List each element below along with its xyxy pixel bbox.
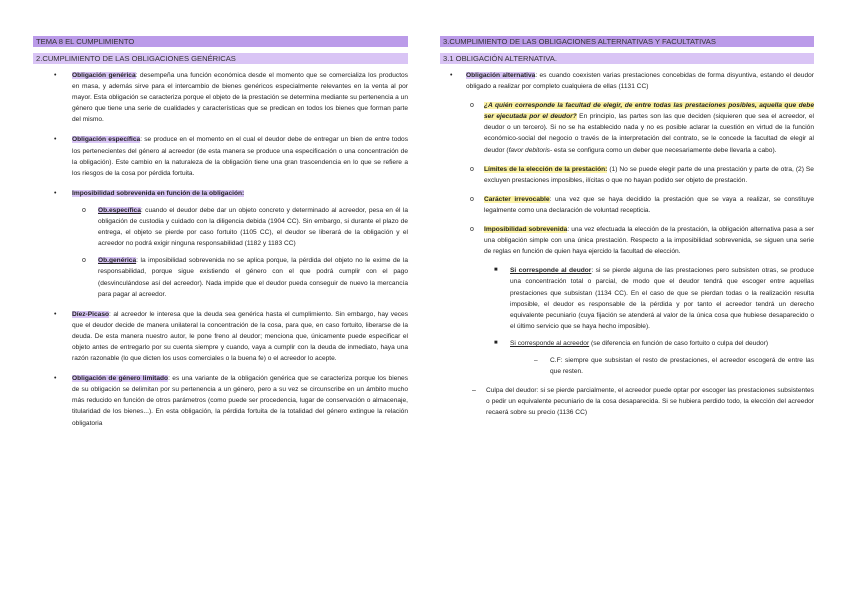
sub-item-eleccion [466,100,814,155]
square-bullet-icon: ■ [494,339,498,346]
term-imposibilidad: Imposibilidad sobrevenida en función de la obligación: [72,189,245,197]
term-obligacion-alternativa: Obligación alternativa [466,72,536,79]
item-text: : es una variante de la obligación genérica que se caracteriza porque los bienes de su obligación se delimitan por su pertenencia a un género, pero a su vez se circunscribe en un ámbito mucho más reducido en función de otros parámetros (como puede ser procedencia, lugar de conservación o almacenaje, titularidad de los bienes...). En esta obligación, la pérdida fortuita de la totalidad del género extingue la relación obligatoria [72,375,408,427]
circle-bullet-icon: o [470,102,474,110]
item-text: En principio, las partes son las que deciden (siquieren que sea el acreedor, el deudor o un tercero). Si no se ha establecido nada y no es posible aclarar la cuestión en virtud de la función económico-social del negocio o través de la interpretación del contrato, se le concede la facultad de elegir al deudor ( [484,113,815,154]
section-heading: 2.CUMPLIMIENTO DE LAS OBLIGACIONES GENÉRICAS [33,53,408,64]
culpa-text: Culpa del deudor: si se pierde parcialmente, el acreedor puede optar por escoger las prestaciones subsistentes o pedir un equivalente pecuniario de la cosa desaparecida. Si se hubiera perdido todo, la elección del acreedor recaerá sobre su precio (1136 CC) [486,387,814,417]
cf-text: C.F: siempre que subsistan el resto de prestaciones, el acreedor escogerá de entre las que resten. [550,356,814,376]
bullet-icon: • [54,136,57,144]
sub-item-ob-generica [72,255,408,299]
sub-sub-item-deudor [484,265,814,332]
topic-title: TEMA 8 EL CUMPLIMIENTO [33,36,408,47]
term-ob-especifica: Ob.específica [98,206,141,214]
item-text: : una vez que se haya decidido la prestación que se vaya a realizar, se constituye legalmente como una declaración de voluntad recepticia. [484,195,814,214]
question-highlight: ¿A quién corresponde la facultad de elegir, de entre todas las prestaciones posibles, aquella que debe ser ejecutada por el deudor? [484,102,814,121]
item-text: (se diferencia en función de caso fortuito o culpa del deudor) [589,339,769,347]
list-item-alternativa [440,70,814,377]
section-heading: 3.1 OBLIGACIÓN ALTERNATIVA. [440,53,814,64]
topic-title: 3.CUMPLIMIENTO DE LAS OBLIGACIONES ALTERNATIVAS Y FACULTATIVAS [440,36,814,47]
dash-icon: – [534,356,538,364]
sub-item-irrevocable [466,194,814,216]
term-diez-picaso: Díez-Picaso [72,310,110,318]
bullet-icon: • [54,310,57,318]
term-limites: Límites de la elección de la prestación: [484,165,608,173]
item-text: : al acreedor le interesa que la deuda sea genérica hasta el cumplimiento. Sin embargo, hay veces que el deudor decide de manera unilateral la concentración de la cosa, para que, en caso fortuito, liberarse de la deuda. De esta manera nuestro autor, le pone freno al deudor; menciona que, únicamente puede especificar el objeto antes de entregarlo por su cuenta siempre y cuando, vaya a cumplir con la deuda de inmediato, haya una razón razonable (lo que dicten los usos comerciales o la buena fe) o el acreedor lo acepte. [72,310,408,363]
item-text: : una vez efectuada la elección de la prestación, la obligación alternativa pasa a ser una obligación simple con una única prestación. Respecto a la imposibilidad sobrevenida, se siguen una serie de reglas en función de quien haya ejercido la facultad de elección. [484,226,814,256]
term-obligacion-generica: Obligación genérica [72,72,136,79]
list-item-genero-limitado [33,373,408,428]
circle-bullet-icon: o [470,165,474,173]
list-item-diez-picaso [33,309,408,364]
bullet-icon: • [450,72,453,79]
item-text: : la imposibilidad sobrevenida no se aplica porque, la pérdida del objeto no le exime de la responsabilidad, porque sigue existiendo el género con el que podrá cumplir con el pago (desvinculándose así del acreedor). Nada impide que el deudor pueda conseguir de nuevo la mercancía para pagar al acreedor. [98,257,408,298]
circle-bullet-icon: o [470,226,474,234]
item-text: : desempeña una función económica desde el momento que se comercializa los productos en masa, y además sirve para el intercambio de bienes genéricos especialmente relevantes en la venta al por mayor. Esta obligación se caracteriza porque el objeto de la prestación se determina mediante su pertenencia a un género que tiene una serie de cualidades y características que se predican en todos los bienes que forman parte del mismo. [72,72,408,124]
sub-item-limites [466,164,814,186]
term-irrevocable: Carácter irrevocable [484,195,550,203]
square-bullet-icon: ■ [494,267,498,274]
bullet-icon: • [54,72,57,79]
culpa-item [440,385,814,418]
right-column [440,36,814,418]
term-acreedor: Si corresponde al acreedor [510,339,590,347]
item-text: : si se pierde alguna de las prestaciones pero subsisten otras, se produce una concentración total o parcial, de modo que el deudor tendrá que escoger entre aquellas prestaciones que subsistan (1134 CC). En el caso de que se pierdan todas o la realización resulta imposible, el deudor es responsable de la pérdida y por tanto el acreedor tendrá un derecho equivalente pecuniario (cuya fijación se atenderá al valor de la única cosa que hubiese desaparecido o el último servicio que se haya hecho imposible). [510,267,814,330]
list-item-generica [33,70,408,125]
circle-bullet-icon: o [82,206,86,214]
item-text: : se produce en el momento en el cual el deudor debe de entregar un bien de entre todos los pertenecientes del género al acreedor (de esta manera se produce una especificación o una concentración de la obligación). Este cambio en la naturaleza de la obligación tiene una gran trascendencia en lo que se refiere a los riesgos de la cosa por pérdida fortuita. [72,136,409,177]
item-text: : cuando el deudor debe dar un objeto concreto y determinado al acreedor, pesa en él la obligación de custodia y cuidado con la diligencia debida (1904 CC). Sin embargo, si durante el plazo de entrega, el objeto se pierde por caso fortuito (1105 CC), el deudor se liberará de la obligación y el acreedor no podrá exigir ninguna responsabilidad (1182 y 1183 CC) [98,206,408,248]
circle-bullet-icon: o [470,195,474,203]
left-column [33,36,408,429]
item-text: : es cuando coexisten varias prestaciones concebidas de forma disyuntiva, estando el deudor obligado a realizar por completo cualquiera de ellas (1131 CC) [466,72,814,91]
term-ob-generica: Ob.genérica [98,257,137,265]
sub-item-imposibilidad [466,224,814,377]
term-imposibilidad-sobrevenida: Imposibilidad sobrevenida [484,226,568,234]
bullet-icon: • [54,375,57,383]
item-text: (1) No se puede elegir parte de una prestación y parte de otra, (2) Se excluyen prestaciones imposibles, ilícitas o que no hayan podido ser objeto de prestación. [484,165,814,184]
term-deudor: Si corresponde al deudor [510,267,592,275]
circle-bullet-icon: o [82,257,86,265]
term-genero-limitado: Obligación de género limitado [72,375,169,383]
term-obligacion-especifica: Obligación específica [72,136,141,144]
item-text-end: - esta se configura como un deber que necesariamente debe llevarla a cabo). [549,146,777,154]
list-item-imposibilidad [33,188,408,300]
cf-item [484,355,814,377]
sub-sub-item-acreedor [484,338,814,349]
bullet-icon: • [54,189,57,197]
latin-term: favor debitoris [508,146,550,154]
dash-icon: – [472,387,476,395]
sub-item-ob-especifica [72,205,408,249]
list-item-especifica [33,134,408,178]
